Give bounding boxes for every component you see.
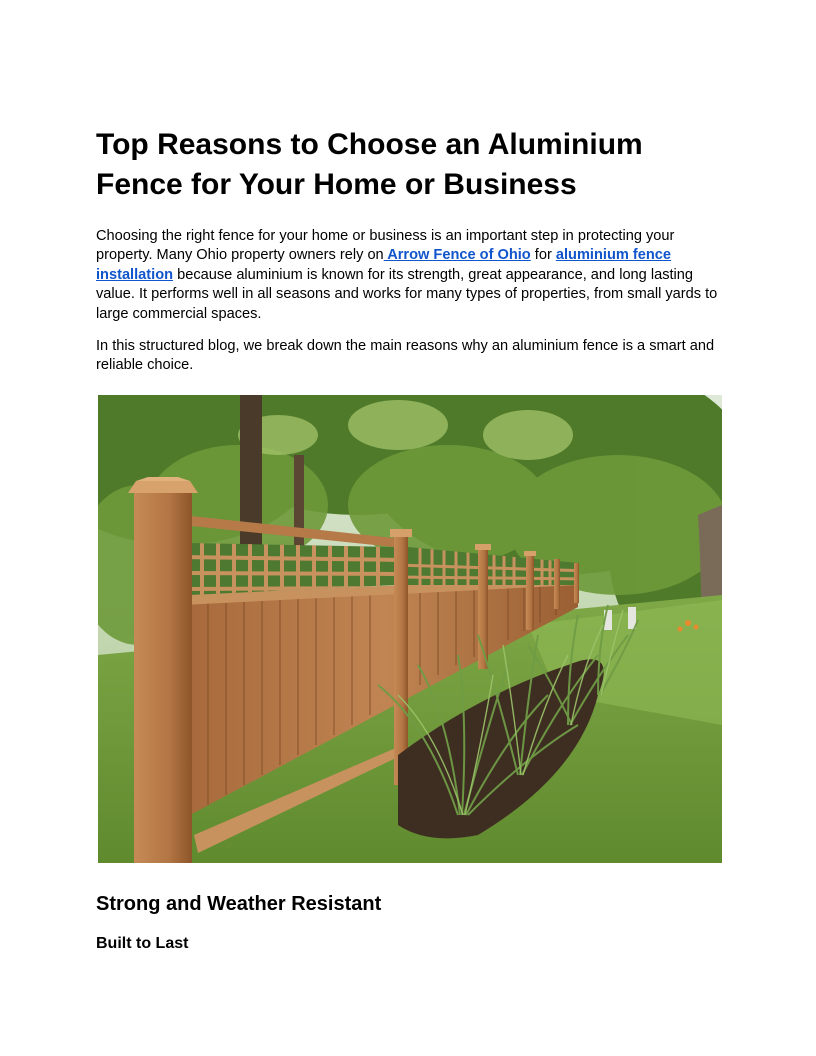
article-title: Top Reasons to Choose an Aluminium Fence for Your Home or Business <box>96 128 643 201</box>
intro-text-3: because aluminium is known for its strength, great appearance, and long lasting value. It performs well in all seasons and works for many types of properties, from small yards to large commercial spaces. <box>96 266 718 322</box>
intro-paragraph <box>96 227 722 324</box>
aluminium-fence-installation-link[interactable]: aluminium fence installation <box>96 247 672 283</box>
subsection-heading: Built to Last <box>96 934 189 952</box>
fence-photo <box>98 395 722 863</box>
intro-text-1: Choosing the right fence for your home or business is an important step in protecting your property. Many Ohio property owners rely on <box>96 228 675 264</box>
arrow-fence-link[interactable]: Arrow Fence of Ohio <box>383 247 531 264</box>
second-paragraph: In this structured blog, we break down the main reasons why an aluminium fence is a smart and reliable choice. <box>96 338 715 374</box>
section-heading: Strong and Weather Resistant <box>96 892 382 915</box>
intro-text-2: for <box>530 247 556 264</box>
document-page <box>96 125 722 955</box>
